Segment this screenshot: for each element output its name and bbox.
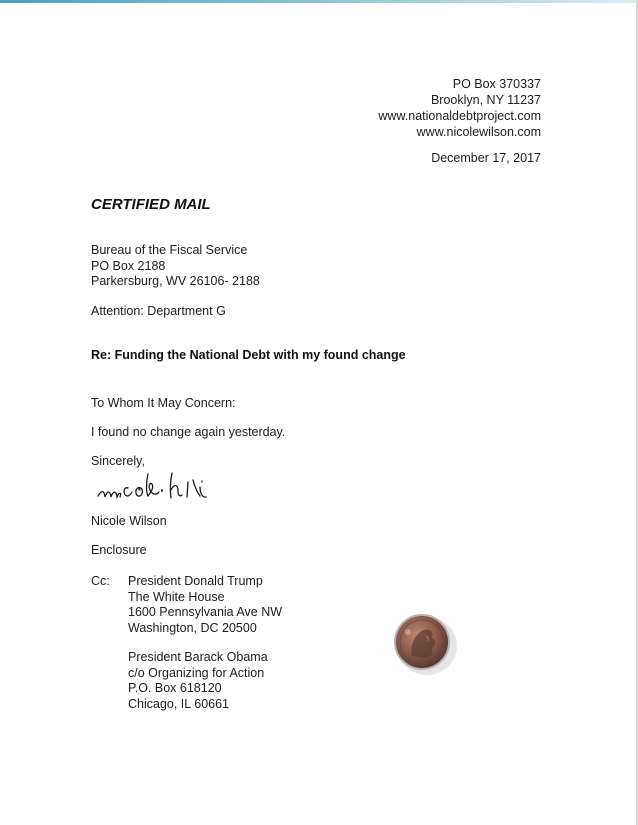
recipient-name: Bureau of the Fiscal Service: [91, 243, 248, 257]
cc-recipient: [128, 574, 282, 636]
sender-address: [378, 76, 541, 140]
cc-recipient-name: President Barack Obama: [128, 650, 268, 664]
cc-recipient-line: Chicago, IL 60661: [128, 696, 230, 711]
recipient-city: Parkersburg, WV 26106- 2188: [91, 274, 260, 288]
penny-coin-icon: [390, 610, 460, 681]
cc-recipient: [128, 650, 268, 712]
cc-recipient-name: President Donald Trump: [128, 574, 263, 588]
closing: Sincerely,: [91, 454, 145, 468]
certified-mail-heading: CERTIFIED MAIL: [91, 196, 211, 213]
scan-edge: [0, 0, 638, 3]
letter-date: December 17, 2017: [431, 151, 541, 165]
cc-recipient-line: Washington, DC 20500: [128, 620, 257, 635]
recipient-address: [91, 243, 260, 290]
sender-website-1: www.nationaldebtproject.com: [378, 109, 541, 123]
cc-label: Cc:: [91, 574, 110, 588]
sender-po-box: PO Box 370337: [452, 77, 541, 91]
cc-recipient-line: The White House: [128, 589, 225, 604]
subject-line: Re: Funding the National Debt with my found change: [91, 348, 406, 362]
letter-body: I found no change again yesterday.: [91, 425, 286, 439]
recipient-po-box: PO Box 2188: [91, 258, 166, 273]
handwritten-signature: [96, 470, 256, 513]
enclosure-note: Enclosure: [91, 543, 147, 557]
signer-name: Nicole Wilson: [91, 514, 167, 528]
salutation: To Whom It May Concern:: [91, 396, 236, 410]
cc-recipient-line: c/o Organizing for Action: [128, 665, 265, 680]
sender-website-2: www.nicolewilson.com: [416, 125, 541, 139]
cc-recipient-line: 1600 Pennsylvania Ave NW: [128, 605, 283, 619]
attention-line: Attention: Department G: [91, 304, 226, 318]
sender-city: Brooklyn, NY 11237: [430, 93, 541, 107]
cc-recipient-line: P.O. Box 618120: [128, 681, 222, 695]
